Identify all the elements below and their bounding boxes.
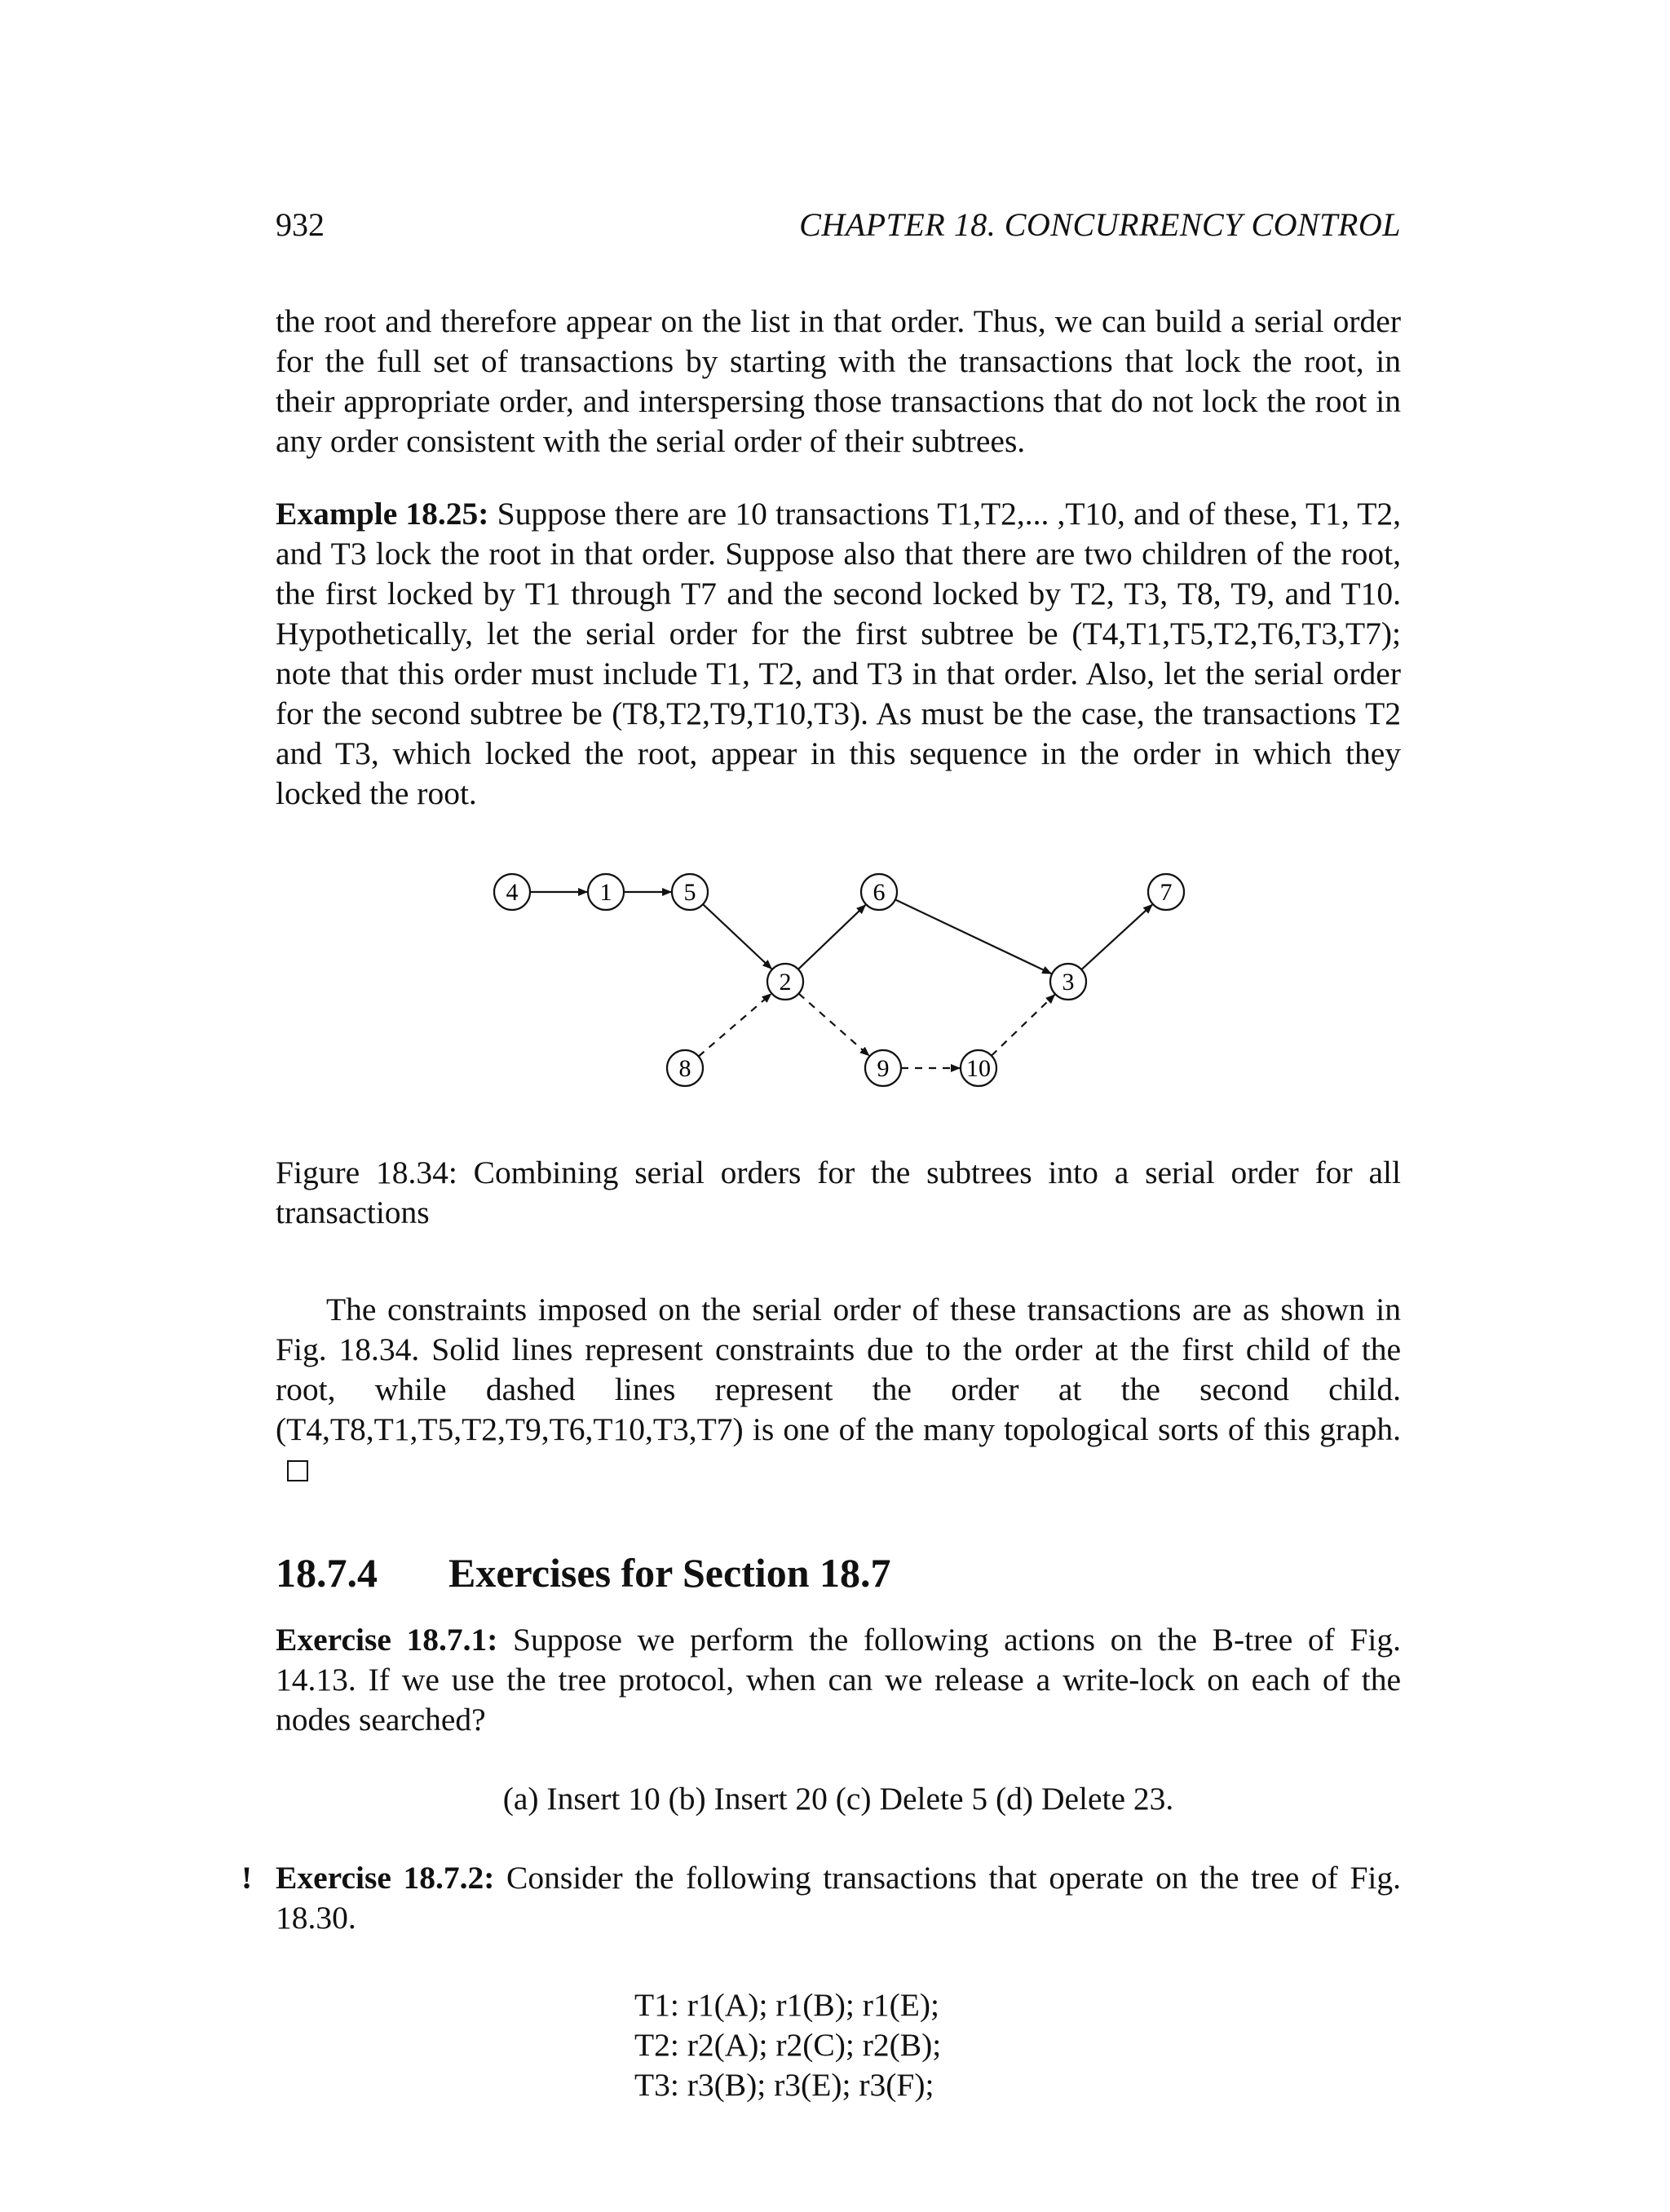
node-label: 8 bbox=[678, 1055, 691, 1082]
node-label: 3 bbox=[1062, 969, 1075, 996]
transaction-line: T2: r2(A); r2(C); r2(B); bbox=[634, 2027, 942, 2063]
example-text: Suppose there are 10 transactions T1,T2,... ,T10, and of these, T1, T2, and T3 lock the root in that order. Suppose also that there are two children of the root, the first locked by T1 through T7 and the second locked by T2, T3, T8, T9, and T10. Hypothetically, let the serial order for the first subtree be (T4,T1,T5,T2,T6,T3,T7); note that this order must include T1, T2, and T3 in that order. Also, let the serial order for the second subtree be (T8,T2,T9,T10,T3). As must be the case, the transactions T2 and T3, which locked the root, appear in this sequence in the order in which they locked the root. bbox=[276, 496, 1401, 811]
example-label: Example 18.25: bbox=[276, 496, 489, 532]
transaction-list bbox=[276, 1985, 1401, 2105]
solid-edge-3-7 bbox=[1081, 905, 1152, 970]
exercise-1-list: (a) Insert 10 (b) Insert 20 (c) Delete 5 (d) Delete 23. bbox=[502, 1781, 1174, 1817]
transaction-line: T3: r3(B); r3(E); r3(F); bbox=[634, 2067, 934, 2103]
running-header bbox=[276, 205, 1401, 246]
node-label: 5 bbox=[683, 879, 696, 906]
node-label: 2 bbox=[779, 969, 792, 996]
graph-node-2 bbox=[767, 964, 803, 1000]
node-label: 10 bbox=[966, 1055, 991, 1082]
graph-node-4 bbox=[494, 874, 530, 910]
node-label: 6 bbox=[873, 879, 886, 906]
dashed-edge-10-3 bbox=[992, 995, 1055, 1056]
node-label: 7 bbox=[1160, 879, 1173, 906]
solid-edge-6-3 bbox=[895, 899, 1051, 974]
section-heading bbox=[276, 1548, 1401, 1597]
solid-edge-2-6 bbox=[798, 905, 865, 969]
intro-paragraph: the root and therefore appear on the list in that order. Thus, we can build a serial order for the full set of transactions by starting with the transactions that lock the root, in their appropriate order, and interspersing those transactions that do not lock the root in any order consistent with the serial order of their subtrees. bbox=[276, 303, 1401, 459]
exercise-2 bbox=[241, 1858, 1402, 1938]
graph-node-8 bbox=[667, 1050, 703, 1086]
exercise-2-text: Consider the following transactions that operate on the tree of Fig. 18.30. bbox=[276, 1860, 1402, 1936]
graph-node-10 bbox=[961, 1050, 996, 1086]
example-paragraph bbox=[276, 494, 1401, 814]
after-figure-paragraph bbox=[276, 1290, 1401, 1490]
chapter-title: CHAPTER 18. CONCURRENCY CONTROL bbox=[799, 206, 1401, 243]
graph-node-3 bbox=[1050, 964, 1086, 1000]
transaction-line: T1: r1(A); r1(B); r1(E); bbox=[634, 1987, 940, 2023]
page-number: 932 bbox=[276, 206, 325, 243]
precedence-graph bbox=[276, 861, 1401, 1130]
page-body bbox=[241, 302, 1402, 2105]
exercise-1-label: Exercise 18.7.1: bbox=[276, 1622, 498, 1658]
graph-node-9 bbox=[865, 1050, 901, 1086]
exercise-2-label: Exercise 18.7.2: bbox=[276, 1860, 495, 1896]
figure-caption: Figure 18.34: Combining serial orders for the subtrees into a serial order for all transactions bbox=[276, 1155, 1401, 1230]
node-label: 1 bbox=[599, 879, 612, 906]
section-title: Exercises for Section 18.7 bbox=[448, 1550, 891, 1596]
exercise-1 bbox=[276, 1620, 1401, 1740]
graph-node-1 bbox=[588, 874, 624, 910]
exercise-1-text: Suppose we perform the following actions on the B-tree of Fig. 14.13. If we use the tree protocol, when can we release a write-lock on each of the nodes searched? bbox=[276, 1622, 1402, 1737]
difficulty-mark: ! bbox=[241, 1860, 253, 1896]
node-label: 4 bbox=[506, 879, 519, 906]
section-number: 18.7.4 bbox=[276, 1550, 378, 1596]
dashed-edge-8-2 bbox=[699, 994, 771, 1057]
figure-precedence-graph bbox=[276, 861, 1401, 1130]
after-figure-text: The constraints imposed on the serial order of these transactions are as shown in Fig. 18.34. Solid lines represent constraints due to the order at the first child of the root, while dashed lines represent the order at the second child. (T4,T8,T1,T5,T2,T9,T6,T10,T3,T7) is one of the many topological sorts of this graph. bbox=[276, 1291, 1401, 1447]
graph-node-7 bbox=[1148, 874, 1184, 910]
graph-node-6 bbox=[861, 874, 897, 910]
dashed-edge-2-9 bbox=[798, 994, 868, 1056]
end-of-example-box-icon bbox=[287, 1460, 308, 1481]
solid-edge-5-2 bbox=[703, 904, 771, 969]
node-label: 9 bbox=[877, 1055, 890, 1082]
graph-node-5 bbox=[672, 874, 708, 910]
